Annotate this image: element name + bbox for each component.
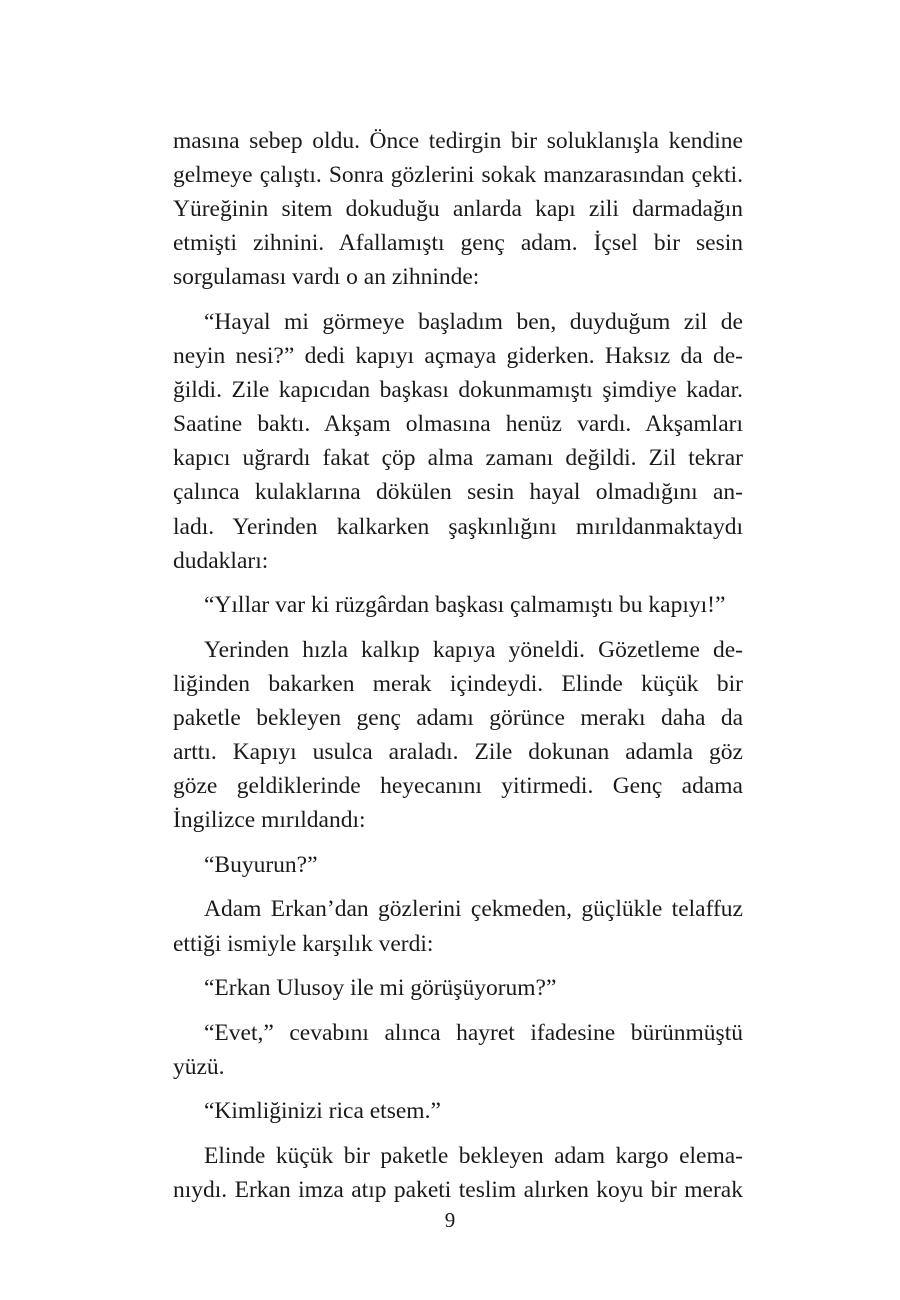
paragraph-gap [173, 622, 743, 633]
paragraph-gap [173, 1129, 743, 1140]
text-line: Elinde küçük bir paketle bekleyen adam kargo elema- [204, 1143, 743, 1170]
text-line: neyin nesi?” dedi kapıyı açmaya giderken. Haksız da de- [173, 343, 743, 370]
text-line: Yerinden hızla kalkıp kapıya yöneldi. Gözetleme de- [204, 636, 743, 663]
paragraph-gap [173, 578, 743, 589]
paragraph [173, 633, 743, 838]
text-line: “Hayal mi görmeye başladım ben, duyduğum zil de [204, 308, 743, 335]
text-line: kapıcı uğrardı fakat çöp alma zamanı değildi. Zil tekrar [173, 445, 743, 472]
text-line: yüzü. [173, 1053, 225, 1080]
text-line: ettiği ismiyle karşılık verdi: [173, 930, 434, 957]
text-line: liğinden bakarken merak içindeydi. Elinde küçük bir [173, 670, 743, 697]
paragraph [173, 1016, 743, 1084]
paragraph-gap [173, 1005, 743, 1016]
text-line: gelmeye çalıştı. Sonra gözlerini sokak manzarasından çekti. [173, 162, 743, 189]
text-line: “Buyurun?” [204, 851, 318, 878]
text-line: Saatine baktı. Akşam olmasına henüz vardı. Akşamları [173, 411, 743, 438]
paragraph [173, 588, 743, 622]
text-line: Yüreğinin sitem dokuduğu anlarda kapı zili darmadağın [173, 196, 743, 223]
paragraph [173, 305, 743, 578]
text-line: masına sebep oldu. Önce tedirgin bir soluklanışla kendine [173, 128, 743, 154]
text-line: arttı. Kapıyı usulca araladı. Zile dokunan adamla göz [173, 739, 743, 766]
paragraph [173, 1094, 743, 1128]
text-line: etmişti zihnini. Afallamıştı genç adam. İçsel bir sesin [173, 230, 743, 257]
page-number: 9 [444, 1208, 456, 1232]
text-line: “Yıllar var ki rüzgârdan başkası çalmamıştı bu kapıyı!” [204, 592, 726, 619]
text-line: nıydı. Erkan imza atıp paketi teslim alırken koyu bir merak [173, 1177, 743, 1204]
text-line: ladı. Yerinden kalkarken şaşkınlığını mırıldanmaktaydı [173, 513, 743, 540]
paragraph [173, 848, 743, 882]
text-line: göze geldiklerinde heyecanını yitirmedi. Genç adama [173, 773, 743, 800]
paragraph-gap [173, 961, 743, 972]
paragraph [173, 124, 743, 294]
paragraph-gap [173, 837, 743, 848]
text-line: çalınca kulaklarına dökülen sesin hayal olmadığını an- [173, 479, 743, 506]
body-text [173, 124, 743, 1207]
paragraph [173, 971, 743, 1005]
text-line: Adam Erkan’dan gözlerini çekmeden, güçlükle telaffuz [204, 896, 743, 923]
paragraph-gap [173, 1084, 743, 1095]
text-line: “Evet,” cevabını alınca hayret ifadesine bürünmüştü [204, 1019, 743, 1046]
text-line: “Kimliğinizi rica etsem.” [204, 1098, 441, 1125]
paragraph [173, 1139, 743, 1207]
paragraph-gap [173, 882, 743, 893]
text-line: ğildi. Zile kapıcıdan başkası dokunmamıştı şimdiye kadar. [173, 377, 743, 404]
text-line: paketle bekleyen genç adamı görünce merakı daha da [173, 705, 743, 731]
text-line: “Erkan Ulusoy ile mi görüşüyorum?” [204, 975, 557, 1002]
paragraph-gap [173, 294, 743, 305]
paragraph [173, 892, 743, 960]
text-line: dudakları: [173, 547, 269, 574]
text-line: sorgulaması vardı o an zihninde: [173, 264, 480, 291]
text-line: İngilizce mırıldandı: [173, 807, 366, 834]
